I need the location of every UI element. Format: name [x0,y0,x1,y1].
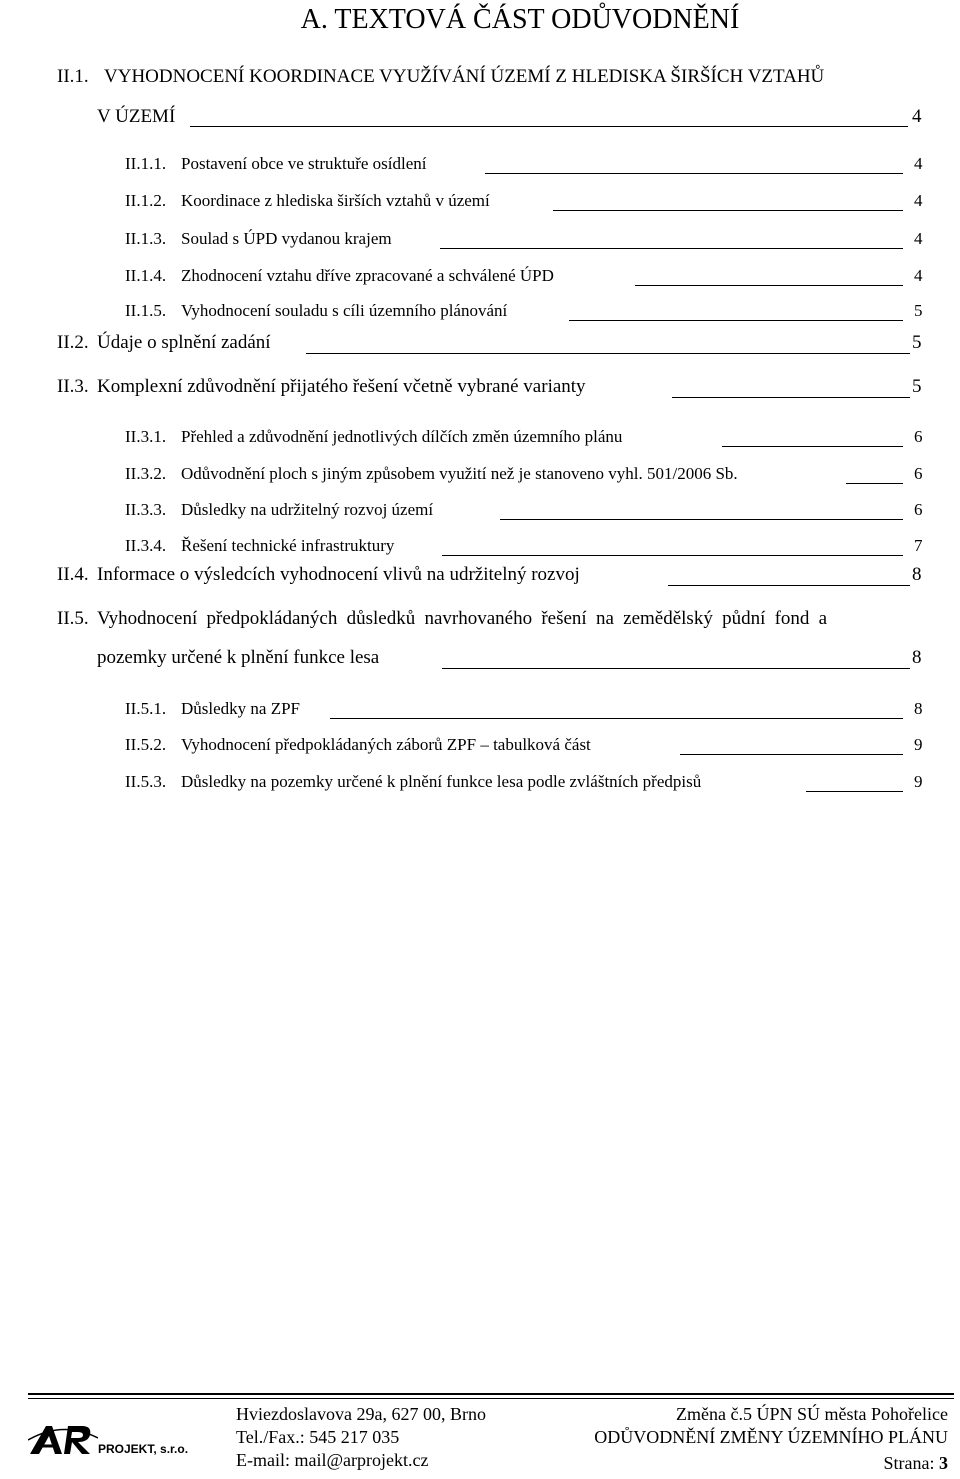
toc-leader [442,555,903,556]
ar-logo-icon [28,1420,98,1460]
company-name: PROJEKT, s.r.o. [98,1442,189,1456]
toc-entry[interactable] [0,608,960,638]
toc-number: II.1.3. [125,229,167,248]
footer-address: Hviezdoslavova 29a, 627 00, Brno [236,1404,486,1424]
toc-entry[interactable] [0,427,960,457]
toc-entry[interactable] [0,564,960,594]
toc-page: 9 [914,735,923,754]
toc-text: V ÚZEMÍ [97,106,176,127]
toc-entry[interactable] [0,772,960,802]
toc-page: 4 [914,266,923,285]
toc-entry[interactable] [0,699,960,729]
footer-email[interactable]: E-mail: mail@arprojekt.cz [236,1450,429,1470]
toc-page: 8 [912,564,922,585]
toc-page: 8 [912,647,922,668]
toc-page: 5 [912,332,922,353]
toc-page: 8 [914,699,923,718]
toc-leader [330,718,903,719]
footer-phone: Tel./Fax.: 545 217 035 [236,1427,400,1447]
toc-leader [672,397,910,398]
footer-rule [28,1398,954,1399]
toc-entry[interactable] [0,301,960,331]
toc-number: II.1.5. [125,301,167,320]
toc-page: 6 [914,500,923,519]
toc-text: Vyhodnocení předpokládaných záborů ZPF – tabulková část [181,735,591,754]
toc-number: II.1. [57,66,89,87]
toc-entry-continuation[interactable] [0,106,960,136]
company-logo [28,1420,228,1464]
toc-leader [722,446,903,447]
toc-page: 4 [914,154,923,173]
toc-number: II.3. [57,376,89,397]
toc-page: 4 [914,191,923,210]
page-value: 3 [939,1453,948,1473]
toc-page: 5 [912,376,922,397]
toc-number: II.3.1. [125,427,167,446]
toc-leader [668,585,910,586]
toc-text: Odůvodnění ploch s jiným způsobem využití než je stanoveno vyhl. 501/2006 Sb. [181,464,738,483]
toc-text: Komplexní zdůvodnění přijatého řešení včetně vybrané varianty [97,376,586,397]
toc-entry[interactable] [0,376,960,406]
toc-number: II.3.3. [125,500,167,519]
toc-text: Vyhodnocení souladu s cíli územního plánování [181,301,508,320]
toc-text: Důsledky na pozemky určené k plnění funkce lesa podle zvláštních předpisů [181,772,702,791]
footer-project: Změna č.5 ÚPN SÚ města Pohořelice [676,1404,948,1424]
toc-text: Přehled a zdůvodnění jednotlivých dílčích změn územního plánu [181,427,623,446]
toc-leader [440,248,903,249]
toc-leader [846,483,903,484]
page-label: Strana: [883,1453,935,1473]
toc-text: Zhodnocení vztahu dříve zpracované a schválené ÚPD [181,266,554,285]
toc-number: II.5. [57,608,89,629]
toc-page: 5 [914,301,923,320]
toc-page: 4 [912,106,922,127]
toc-text: Důsledky na ZPF [181,699,300,718]
toc-entry[interactable] [0,266,960,296]
toc-page: 6 [914,427,923,446]
toc-entry[interactable] [0,536,960,566]
toc-leader [306,353,910,354]
toc-leader [485,173,903,174]
toc-leader [500,519,903,520]
toc-text: Koordinace z hlediska širších vztahů v území [181,191,490,210]
page-number [884,1452,949,1475]
toc-number: II.5.3. [125,772,167,791]
toc-number: II.1.1. [125,154,167,173]
toc-entry[interactable] [0,500,960,530]
toc-text: Důsledky na udržitelný rozvoj území [181,500,434,519]
toc-entry[interactable] [0,154,960,184]
toc-leader [553,210,903,211]
toc-text: Vyhodnocení předpokládaných důsledků navrhovaného řešení na zemědělský půdní fond a [97,608,828,629]
toc-leader [569,320,903,321]
toc-number: II.5.2. [125,735,167,754]
toc-page: 9 [914,772,923,791]
toc-page: 7 [914,536,923,555]
toc-entry[interactable] [0,735,960,765]
toc-entry[interactable] [0,191,960,221]
toc-text: Řešení technické infrastruktury [181,536,395,555]
toc-entry[interactable] [0,66,960,96]
toc-number: II.1.4. [125,266,167,285]
toc-entry[interactable] [0,229,960,259]
toc-leader [190,126,908,127]
toc-entry-continuation[interactable] [0,647,960,677]
footer-section: ODŮVODNĚNÍ ZMĚNY ÚZEMNÍHO PLÁNU [594,1427,948,1447]
toc-entry[interactable] [0,332,960,362]
toc-text: pozemky určené k plnění funkce lesa [97,647,380,668]
toc-number: II.5.1. [125,699,167,718]
toc-number: II.4. [57,564,89,585]
toc-text: Soulad s ÚPD vydanou krajem [181,229,392,248]
toc-leader [635,285,903,286]
page-title: A. TEXTOVÁ ČÁST ODŮVODNĚNÍ [300,4,740,35]
toc-text: Údaje o splnění zadání [97,332,271,353]
toc-number: II.2. [57,332,89,353]
toc-text: Informace o výsledcích vyhodnocení vlivů na udržitelný rozvoj [97,564,580,585]
toc-page: 6 [914,464,923,483]
toc-entry[interactable] [0,464,960,494]
toc-leader [680,754,903,755]
toc-number: II.1.2. [125,191,167,210]
toc-number: II.3.2. [125,464,167,483]
toc-leader [442,668,910,669]
toc-text: VYHODNOCENÍ KOORDINACE VYUŽÍVÁNÍ ÚZEMÍ Z HLEDISKA ŠIRŠÍCH VZTAHŮ [104,66,825,87]
toc-page: 4 [914,229,923,248]
footer-rule [28,1393,954,1395]
toc-leader [806,791,903,792]
toc-text: Postavení obce ve struktuře osídlení [181,154,427,173]
toc-number: II.3.4. [125,536,167,555]
